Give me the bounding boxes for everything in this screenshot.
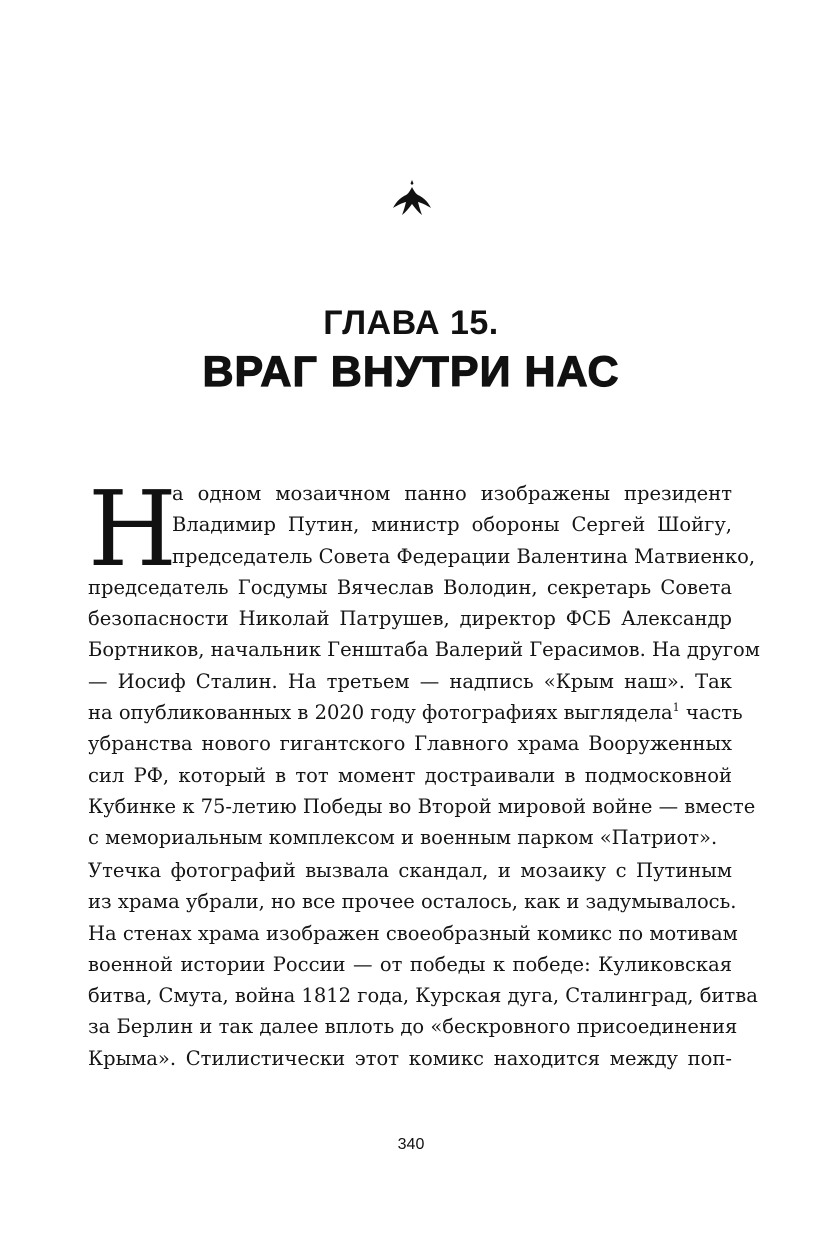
text-line: из храма убрали, но все прочее осталось, как и задумывалось. <box>88 890 737 914</box>
paragraph-1 <box>88 468 760 854</box>
text-line: Утечка фотографий вызвала скандал, и мозаику с Путиным <box>88 859 732 882</box>
text-line: Бортников, начальник Генштаба Валерий Герасимов. На другом <box>88 638 760 662</box>
text-line: председатель Совета Федерации Валентина Матвиенко, <box>172 544 756 568</box>
chapter-number: ГЛАВА 15. <box>323 304 499 342</box>
text-line: Кубинке к 75-летию Победы во Второй мировой войне — вместе <box>88 794 756 818</box>
text-line-with-footnote <box>88 697 743 728</box>
text-line: военной истории России — от победы к победе: Куликовская <box>88 952 732 976</box>
text-line: безопасности Николай Патрушев, директор ФСБ Александр <box>88 607 732 631</box>
text-line: убранства нового гигантского Главного храма Вооруженных <box>88 732 732 756</box>
paragraph-2 <box>88 855 758 1074</box>
text-line: Владимир Путин, министр обороны Сергей Шойгу, <box>172 513 732 537</box>
drop-cap: Н <box>88 468 177 590</box>
page-number: 340 <box>397 1136 425 1153</box>
text-line: Крыма». Стилистически этот комикс находится между поп- <box>88 1046 732 1070</box>
text-line: а одном мозаичном панно изображены президент <box>172 482 732 505</box>
text-line: председатель Госдумы Вячеслав Володин, секретарь Совета <box>88 575 732 599</box>
text-line: сил РФ, который в тот момент достраивали в подмосковной <box>88 763 732 787</box>
text-line: за Берлин и так далее вплоть до «бескровного присоединения <box>88 1015 738 1039</box>
text-line: — Иосиф Сталин. На третьем — надпись «Крым наш». Так <box>88 669 732 693</box>
text-line: битва, Смута, война 1812 года, Курская дуга, Сталинград, битва <box>88 984 758 1008</box>
text-segment: на опубликованных в 2020 году фотографиях выглядела <box>88 701 673 725</box>
chapter-title: ВРАГ ВНУТРИ НАС <box>202 348 620 396</box>
footnote-reference[interactable]: 1 <box>672 701 680 715</box>
text-line: с мемориальным комплексом и военным парком «Патриот». <box>88 826 718 850</box>
text-segment: часть <box>679 701 743 725</box>
bird-ornament-icon <box>388 178 436 218</box>
text-line: На стенах храма изображен своеобразный комикс по мотивам <box>88 921 738 945</box>
